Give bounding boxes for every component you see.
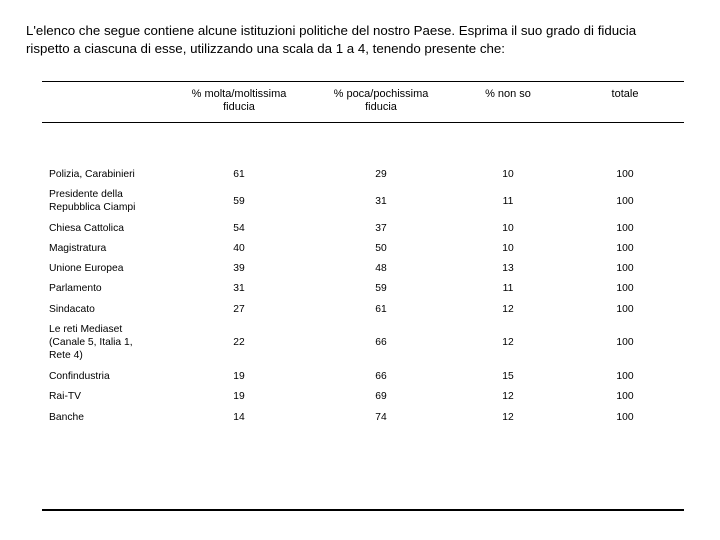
high-trust-cell: 40 — [233, 243, 245, 254]
low-trust-cell: 29 — [375, 169, 387, 180]
row-label: Polizia, Carabinieri — [49, 169, 135, 180]
table-row — [0, 222, 720, 235]
low-trust-cell: 74 — [375, 412, 387, 423]
dont-know-cell: 12 — [502, 337, 514, 348]
table-row — [0, 262, 720, 275]
total-cell: 100 — [616, 196, 634, 207]
total-cell: 100 — [616, 391, 634, 402]
high-trust-cell: 61 — [233, 169, 245, 180]
total-cell: 100 — [616, 412, 634, 423]
total-cell: 100 — [616, 223, 634, 234]
header-high-trust: % molta/moltissima fiducia — [191, 88, 287, 113]
row-label: Confindustria — [49, 371, 110, 382]
table-bottom-rule — [42, 509, 684, 511]
total-cell: 100 — [616, 337, 634, 348]
total-cell: 100 — [616, 243, 634, 254]
total-cell: 100 — [616, 371, 634, 382]
table-row — [0, 168, 720, 181]
table-header-rule — [42, 122, 684, 123]
dont-know-cell: 12 — [502, 391, 514, 402]
survey-question — [26, 22, 696, 58]
row-label: Chiesa Cattolica — [49, 223, 124, 234]
table-row — [0, 188, 720, 214]
high-trust-cell: 19 — [233, 371, 245, 382]
high-trust-cell: 59 — [233, 196, 245, 207]
row-label: Rai-TV — [49, 391, 82, 402]
total-cell: 100 — [616, 304, 634, 315]
dont-know-cell: 15 — [502, 371, 514, 382]
header-total: totale — [611, 88, 639, 100]
low-trust-cell: 50 — [375, 243, 387, 254]
high-trust-cell: 27 — [233, 304, 245, 315]
row-label: Magistratura — [49, 243, 107, 254]
low-trust-cell: 31 — [375, 196, 387, 207]
table-row — [0, 303, 720, 316]
row-label: Banche — [49, 412, 84, 423]
high-trust-cell: 22 — [233, 337, 245, 348]
table-row — [0, 242, 720, 255]
table-row — [0, 282, 720, 295]
dont-know-cell: 10 — [502, 243, 514, 254]
row-label: Unione Europea — [49, 263, 124, 274]
dont-know-cell: 10 — [502, 169, 514, 180]
question-line-2: rispetto a ciascuna di esse, utilizzando una scala da 1 a 4, tenendo presente che: — [26, 41, 505, 56]
table-row — [0, 370, 720, 383]
high-trust-cell: 19 — [233, 391, 245, 402]
dont-know-cell: 11 — [502, 283, 514, 294]
high-trust-cell: 39 — [233, 263, 245, 274]
row-label: Parlamento — [49, 283, 102, 294]
total-cell: 100 — [616, 263, 634, 274]
table-top-rule — [42, 81, 684, 82]
table-row — [0, 411, 720, 424]
low-trust-cell: 61 — [375, 304, 387, 315]
low-trust-cell: 37 — [375, 223, 387, 234]
dont-know-cell: 10 — [502, 223, 514, 234]
dont-know-cell: 11 — [502, 196, 514, 207]
low-trust-cell: 48 — [375, 263, 387, 274]
row-label: Sindacato — [49, 304, 95, 315]
low-trust-cell: 59 — [375, 283, 387, 294]
low-trust-cell: 66 — [375, 337, 387, 348]
low-trust-cell: 69 — [375, 391, 387, 402]
low-trust-cell: 66 — [375, 371, 387, 382]
total-cell: 100 — [616, 169, 634, 180]
header-low-trust: % poca/pochissima fiducia — [333, 88, 429, 113]
table-row — [0, 323, 720, 362]
question-line-1: L'elenco che segue contiene alcune istituzioni politiche del nostro Paese. Esprima il suo grado di fiducia — [26, 23, 637, 38]
dont-know-cell: 12 — [502, 412, 514, 423]
row-label: Presidente della Repubblica Ciampi — [49, 189, 136, 213]
high-trust-cell: 14 — [233, 412, 245, 423]
dont-know-cell: 12 — [502, 304, 514, 315]
header-dont-know: % non so — [485, 88, 531, 100]
table-row — [0, 390, 720, 403]
total-cell: 100 — [616, 283, 634, 294]
row-label: Le reti Mediaset (Canale 5, Italia 1, Rete 4) — [49, 324, 133, 361]
high-trust-cell: 31 — [233, 283, 245, 294]
dont-know-cell: 13 — [502, 263, 514, 274]
high-trust-cell: 54 — [233, 223, 245, 234]
